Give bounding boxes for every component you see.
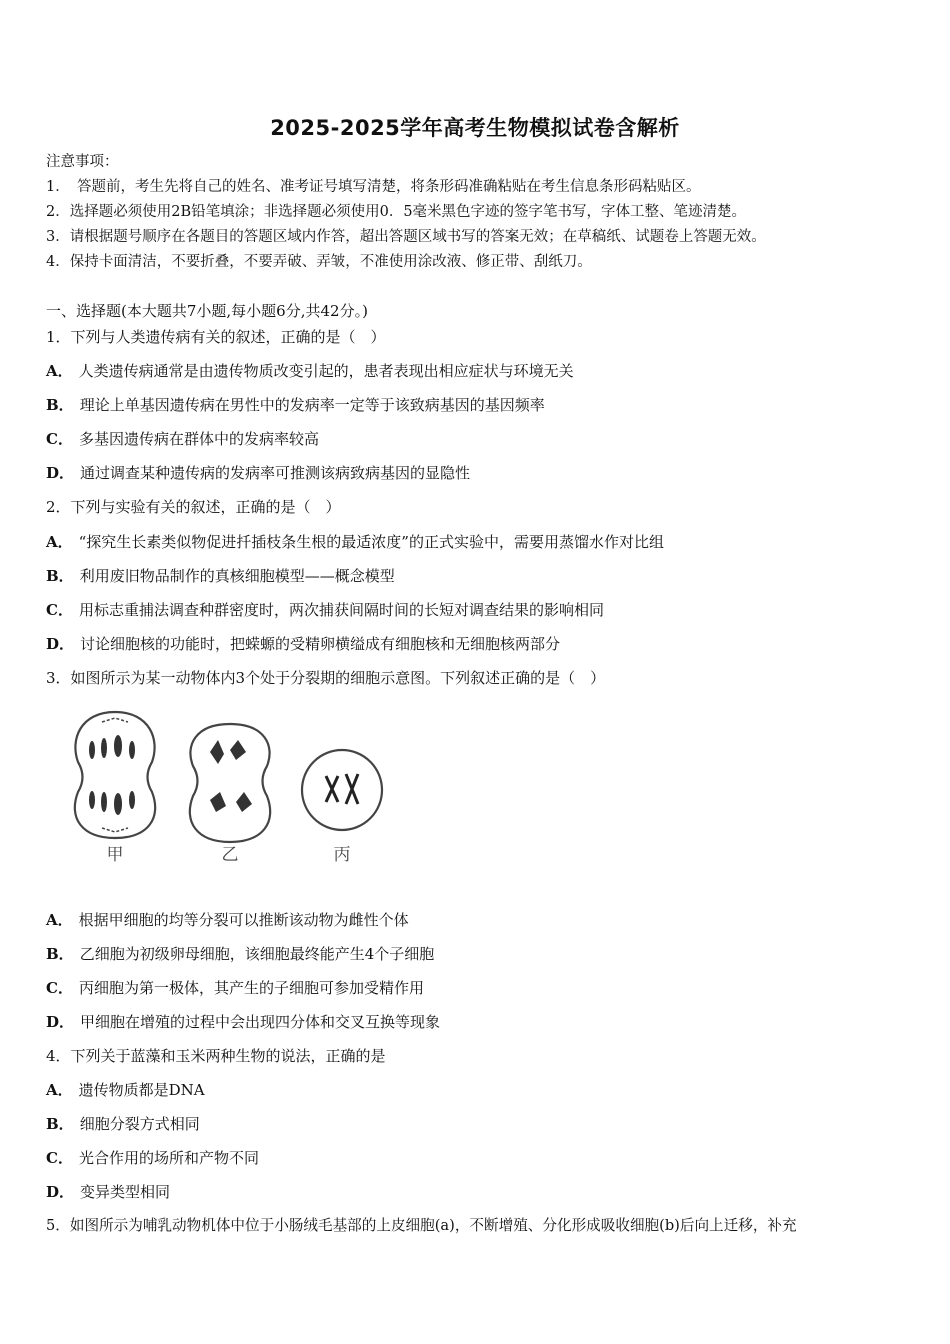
option <box>46 395 545 415</box>
option <box>46 1114 200 1134</box>
option <box>46 361 574 381</box>
option <box>46 1182 170 1202</box>
cell-division-figure <box>60 700 390 870</box>
cell-bing <box>302 750 382 830</box>
question-stem: 5．如图所示为哺乳动物机体中位于小肠绒毛基部的上皮细胞(a)，不断增殖、分化形成吸收细胞(b)后向上迁移，补充 <box>46 1217 797 1234</box>
option-text: 根据甲细胞的均等分裂可以推断该动物为雌性个体 <box>78 911 409 929</box>
option-letter: B． <box>46 1115 74 1133</box>
notice-item: 4．保持卡面清洁，不要折叠，不要弄破、弄皱，不准使用涂改液、修正带、刮纸刀。 <box>46 254 592 270</box>
option-letter: D． <box>46 635 75 653</box>
option-text: “探究生长素类似物促进扦插枝条生根的最适浓度”的正式实验中，需要用蒸馏水作对比组 <box>78 533 664 551</box>
option <box>46 944 434 964</box>
notice-item: 3．请根据题号顺序在各题目的答题区域内作答，超出答题区域书写的答案无效；在草稿纸、试题卷上答题无效。 <box>46 229 766 245</box>
option-text: 利用废旧物品制作的真核细胞模型——概念模型 <box>79 567 395 585</box>
option <box>46 910 409 930</box>
option <box>46 463 470 483</box>
option-letter: C． <box>46 430 73 448</box>
option-letter: D． <box>46 1183 75 1201</box>
option-letter: B． <box>46 945 74 963</box>
chromosomes-bing <box>326 774 358 804</box>
option-text: 甲细胞在增殖的过程中会出现四分体和交叉互换等现象 <box>80 1013 441 1031</box>
figure-label-jia: 甲 <box>106 845 124 865</box>
option <box>46 566 395 586</box>
option-text: 人类遗传病通常是由遗传物质改变引起的，患者表现出相应症状与环境无关 <box>78 362 574 380</box>
option <box>46 1080 205 1100</box>
chromosomes-yi <box>210 740 252 812</box>
option-text: 多基因遗传病在群体中的发病率较高 <box>78 430 319 448</box>
option-text: 遗传物质都是DNA <box>78 1081 205 1099</box>
page-title: 2025-2025学年高考生物模拟试卷含解析 <box>270 116 680 140</box>
question-stem: 2．下列与实验有关的叙述，正确的是（ ） <box>46 498 341 516</box>
option-letter: A． <box>46 1081 73 1099</box>
option-letter: C． <box>46 1149 73 1167</box>
option-text: 通过调查某种遗传病的发病率可推测该病致病基因的显隐性 <box>80 464 471 482</box>
option-text: 乙细胞为初级卵母细胞，该细胞最终能产生4个子细胞 <box>79 945 435 963</box>
option <box>46 600 604 620</box>
question-stem: 3．如图所示为某一动物体内3个处于分裂期的细胞示意图。下列叙述正确的是（ ） <box>46 669 606 687</box>
option-letter: C． <box>46 601 73 619</box>
option <box>46 1148 259 1168</box>
section-heading: 一、选择题(本大题共7小题,每小题6分,共42分。) <box>46 302 368 320</box>
figure-label-bing: 丙 <box>333 845 351 865</box>
option <box>46 1012 440 1032</box>
notice-item: 2．选择题必须使用2B铅笔填涂；非选择题必须使用0．5毫米黑色字迹的签字笔书写，字体工整、笔迹清楚。 <box>46 204 747 220</box>
option-text: 变异类型相同 <box>80 1183 171 1201</box>
option-letter: C． <box>46 979 73 997</box>
option-text: 讨论细胞核的功能时，把蝾螈的受精卵横缢成有细胞核和无细胞核两部分 <box>80 635 561 653</box>
question-stem: 4．下列关于蓝藻和玉米两种生物的说法，正确的是 <box>46 1047 386 1065</box>
option-text: 光合作用的场所和产物不同 <box>78 1149 259 1167</box>
option-letter: B． <box>46 396 74 414</box>
option-text: 丙细胞为第一极体，其产生的子细胞可参加受精作用 <box>78 979 424 997</box>
question-stem: 1．下列与人类遗传病有关的叙述，正确的是（ ） <box>46 328 386 346</box>
figure-label-yi: 乙 <box>221 845 239 865</box>
option-letter: A． <box>46 533 73 551</box>
option-letter: D． <box>46 1013 75 1031</box>
option-letter: A． <box>46 362 73 380</box>
cell-jia <box>75 712 155 838</box>
option-text: 用标志重捕法调查种群密度时，两次捕获间隔时间的长短对调查结果的影响相同 <box>78 601 604 619</box>
option-letter: A． <box>46 911 73 929</box>
option <box>46 634 560 654</box>
option <box>46 429 319 449</box>
option-text: 细胞分裂方式相同 <box>79 1115 200 1133</box>
notice-item: 1． 答题前，考生先将自己的姓名、准考证号填写清楚，将条形码准确粘贴在考生信息条形码粘贴区。 <box>46 179 701 195</box>
option <box>46 978 424 998</box>
option-text: 理论上单基因遗传病在男性中的发病率一定等于该致病基因的基因频率 <box>79 396 545 414</box>
notice-heading: 注意事项： <box>46 154 119 170</box>
option-letter: B． <box>46 567 74 585</box>
option <box>46 532 664 552</box>
chromosomes-jia <box>89 735 135 815</box>
cell-yi <box>190 724 270 842</box>
option-letter: D． <box>46 464 75 482</box>
